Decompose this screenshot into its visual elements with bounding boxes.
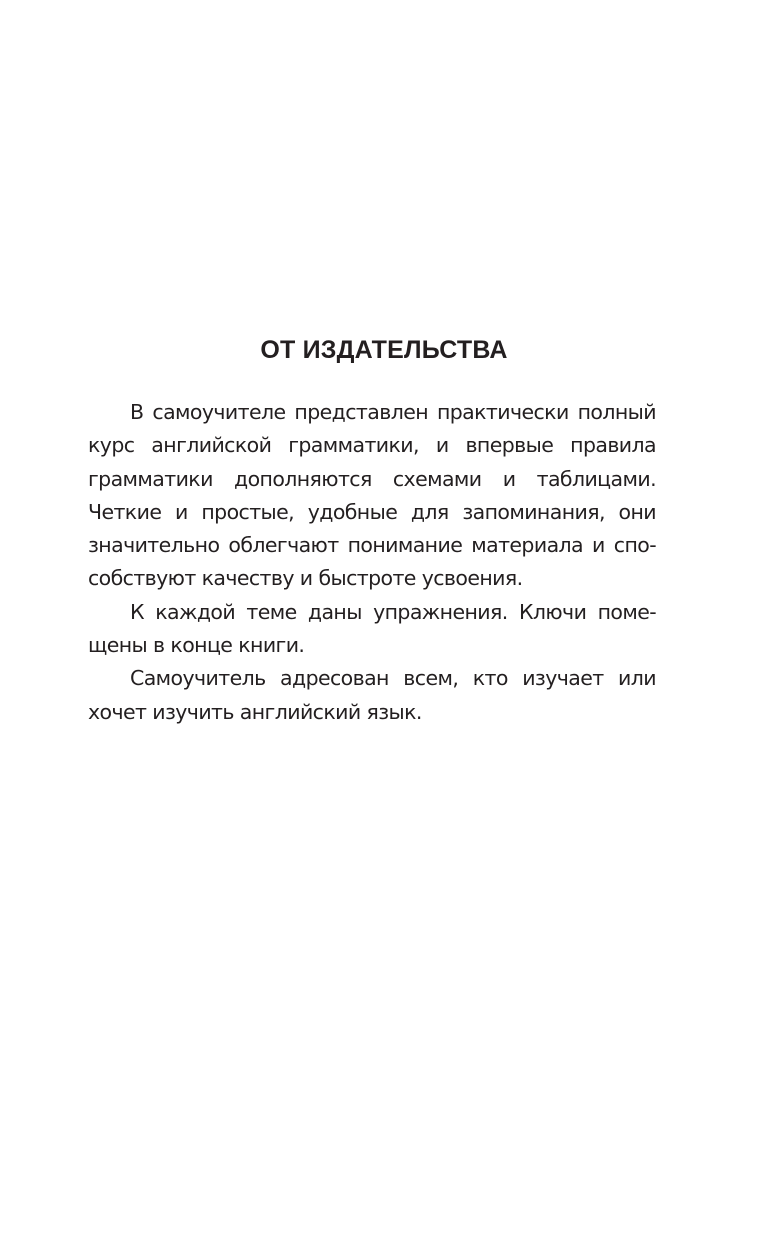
text-line: В самоучителе представлен практически полный [130,400,656,424]
page-heading: ОТ ИЗДАТЕЛЬСТВА [260,336,508,364]
text-line: Самоучитель адресован всем, кто изучает или [130,666,656,691]
text-line: грамматики дополняются схемами и таблицами. [88,466,656,491]
text-line: собствуют качеству и быстроте усвоения. [88,566,523,591]
text-line: щены в конце книги. [88,633,305,658]
text-line: Четкие и простые, удобные для запоминания, они [88,499,656,524]
paragraph-2 [88,596,656,663]
text-line: К каждой теме даны упражнения. Ключи поме- [130,599,656,624]
paragraph-1 [88,396,656,596]
text-line: хочет изучить английский язык. [88,699,422,724]
paragraph-3 [88,662,656,729]
text-line: курс английской грамматики, и впервые правила [88,433,656,458]
publisher-note-body [88,396,656,729]
text-line: значительно облегчают понимание материала и спо- [88,533,656,558]
